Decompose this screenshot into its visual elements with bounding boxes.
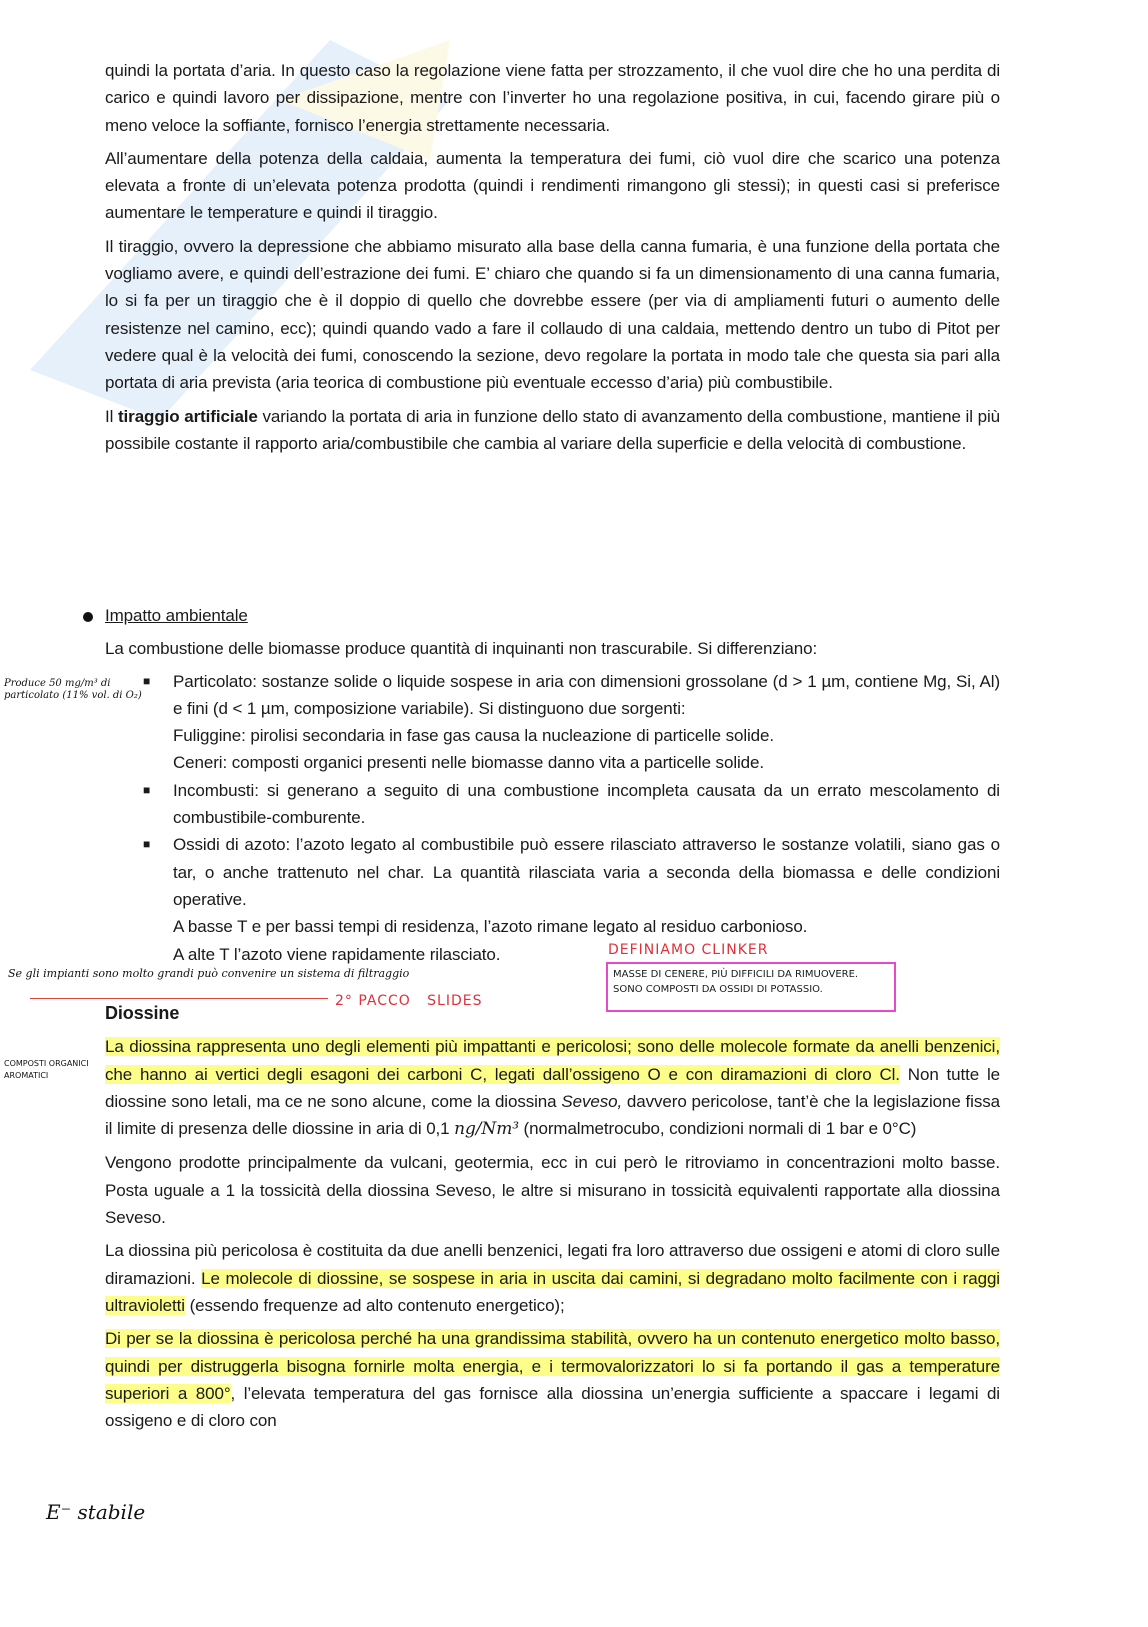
handwritten-note: Se gli impianti sono molto grandi può convenire un sistema di filtraggio [8, 967, 410, 980]
text: Incombusti: si generano a seguito di una combustione incompleta causata da un errato mescolamento di combustibile-comburente. [173, 780, 1000, 828]
highlighted-text: La diossina rappresenta uno degli elementi più impattanti e pericolosi; sono delle molecole formate da anelli benzenici, che hanno ai vertici degli esagoni dei carboni C, legati dall’ossigeno O e con diramazioni di cloro Cl. [105, 1037, 1000, 1084]
text: Il [105, 406, 118, 426]
heading-diossine: Diossine [105, 1003, 180, 1023]
paragraph [105, 403, 1000, 458]
highlighted-text: Le molecole di diossine, se sospese in aria in uscita dai camini, si degradano molto facilmente con i raggi ultravioletti [105, 1268, 1000, 1315]
paragraph: quindi la portata d’aria. In questo caso la regolazione viene fatta per strozzamento, il che vuol dire che ho una perdita di carico e quindi lavoro per dissipazione, mentre con l’inverter ho una regolazione positiva, in cui, facendo girare più o meno veloce la soffiante, fornisco l’energia strettamente necessaria. [105, 61, 1000, 135]
paragraph: Vengono prodotte principalmente da vulcani, geotermia, ecc in cui però le ritroviamo in concentrazioni molto basse. Posta uguale a 1 la tossicità della diossina Seveso, le altre si misurano in tossicità equivalenti rapportate alla diossina Seveso. [105, 1153, 1000, 1228]
paragraph [105, 1033, 1000, 1143]
list-item [105, 777, 1000, 832]
bullet-icon: ■ [143, 782, 151, 797]
italic-text: Seveso, [561, 1091, 623, 1111]
bullet-dot-icon [83, 612, 93, 622]
paragraph: La combustione delle biomasse produce quantità di inquinanti non trascurabile. Si differenziano: [105, 639, 818, 659]
paragraph [105, 1325, 1000, 1434]
text: Ceneri: composti organici presenti nelle biomasse danno vita a particelle solide. [173, 753, 765, 773]
formula: ng/Nm³ [454, 1119, 519, 1140]
bullet-icon: ■ [143, 837, 151, 852]
handwritten-note: E⁻ stabile [46, 1500, 146, 1524]
text: Ossidi di azoto: l’azoto legato al combustibile può essere rilasciato attraverso le sostanze volatili, siano gas o tar, o anche trattenuto nel char. La quantità rilasciata varia a seconda della biomassa e delle condizioni operative. [173, 835, 1000, 909]
text: (essendo frequenze ad alto contenuto energetico); [184, 1295, 565, 1315]
handwritten-note: DEFINIAMO CLINKER [608, 942, 769, 958]
text: Non tutte le diossine sono letali, ma ce ne sono alcune, come la diossina [105, 1064, 1000, 1111]
list-item [105, 831, 1000, 967]
handwritten-note: MASSE DI CENERE, PIÙ DIFFICILI DA RIMUOVERE. SONO COMPOSTI DA OSSIDI DI POTASSIO. [613, 969, 859, 995]
handwritten-note: COMPOSTI ORGANICI AROMATICI [4, 1059, 89, 1080]
diossine-section [105, 1000, 1000, 1440]
text: La diossina più pericolosa è costituita da due anelli benzenici, legati fra loro attraverso due ossigeni e atomi di cloro sulle diramazioni. [105, 1241, 1000, 1288]
handwritten-note: 2° PACCO SLIDES [335, 993, 483, 1009]
text: (normalmetrocubo, condizioni normali di 1 bar e 0°C) [518, 1119, 917, 1139]
text: A alte T l’azoto viene rapidamente rilasciato. [173, 944, 501, 964]
text: davvero pericolose, tant’è che la legislazione fissa il limite di presenza delle diossine in aria di 0,1 [105, 1091, 1000, 1139]
bullet-icon: ■ [143, 673, 151, 688]
paragraph [105, 1237, 1000, 1319]
text: , l’elevata temperatura del gas fornisce alla diossina un’energia sufficiente a spaccare i legami di ossigeno e di cloro con [105, 1383, 1000, 1431]
text: A basse T e per bassi tempi di residenza, l’azoto rimane legato al residuo carbonioso. [173, 917, 808, 937]
section-title-text: Impatto ambientale [105, 606, 248, 625]
section-title [105, 602, 1000, 629]
paragraph: All’aumentare della potenza della caldaia, aumenta la temperatura dei fumi, ciò vuol dire che scarico una potenza elevata a fronte di un’elevata potenza prodotta (quindi i rendimenti rimangono gli stessi); in questi casi si preferisce aumentare le temperature e quindi il tiraggio. [105, 148, 1000, 223]
text: Fuliggine: pirolisi secondaria in fase gas causa la nucleazione di particelle solide. [173, 726, 775, 746]
main-text-top [105, 57, 1000, 463]
text: Particolato: sostanze solide o liquide sospese in aria con dimensioni grossolane (d > 1 µm, contiene Mg, Si, Al) e fini (d < 1 µm, composizione variabile). Si distinguono due sorgenti: [173, 671, 1000, 718]
list-item [105, 668, 1000, 777]
divider-line [30, 998, 328, 999]
impatto-section [105, 602, 1000, 968]
handwritten-note: Produce 50 mg/m³ di particolato (11% vol. di O₂) [4, 678, 142, 701]
paragraph: Il tiraggio, ovvero la depressione che abbiamo misurato alla base della canna fumaria, è una funzione della portata che vogliamo avere, e quindi dell’estrazione dei fumi. E’ chiaro che quando si fa un dimensionamento di una canna fumaria, lo si fa per un tiraggio che è il doppio di quello che dovrebbe essere (per via di ampliamenti futuri o aumento delle resistenze nel camino, ecc); quindi quando vado a fare il collaudo di una caldaia, mettendo dentro un tubo di Pitot per vedere qual è la velocità dei fumi, conoscendo la sezione, devo regolare la portata in modo tale che questa sia pari alla portata di aria prevista (aria teorica di combustione più eventuale eccesso d’aria) più combustibile. [105, 236, 1000, 393]
bold-term: tiraggio artificiale [118, 406, 258, 426]
text: variando la portata di aria in funzione dello stato di avanzamento della combustione, mantiene il più possibile costante il rapporto aria/combustibile che cambia al variare della superficie e della velocità di combustione. [105, 406, 1000, 453]
highlighted-text: Di per se la diossina è pericolosa perché ha una grandissima stabilità, ovvero ha un contenuto energetico molto basso, quindi per distruggerla bisogna fornirle molta energia, e i termovalorizzatori lo si fa portando il gas a temperature superiori a 800° [105, 1329, 1000, 1403]
clinker-note-box [606, 962, 896, 1012]
